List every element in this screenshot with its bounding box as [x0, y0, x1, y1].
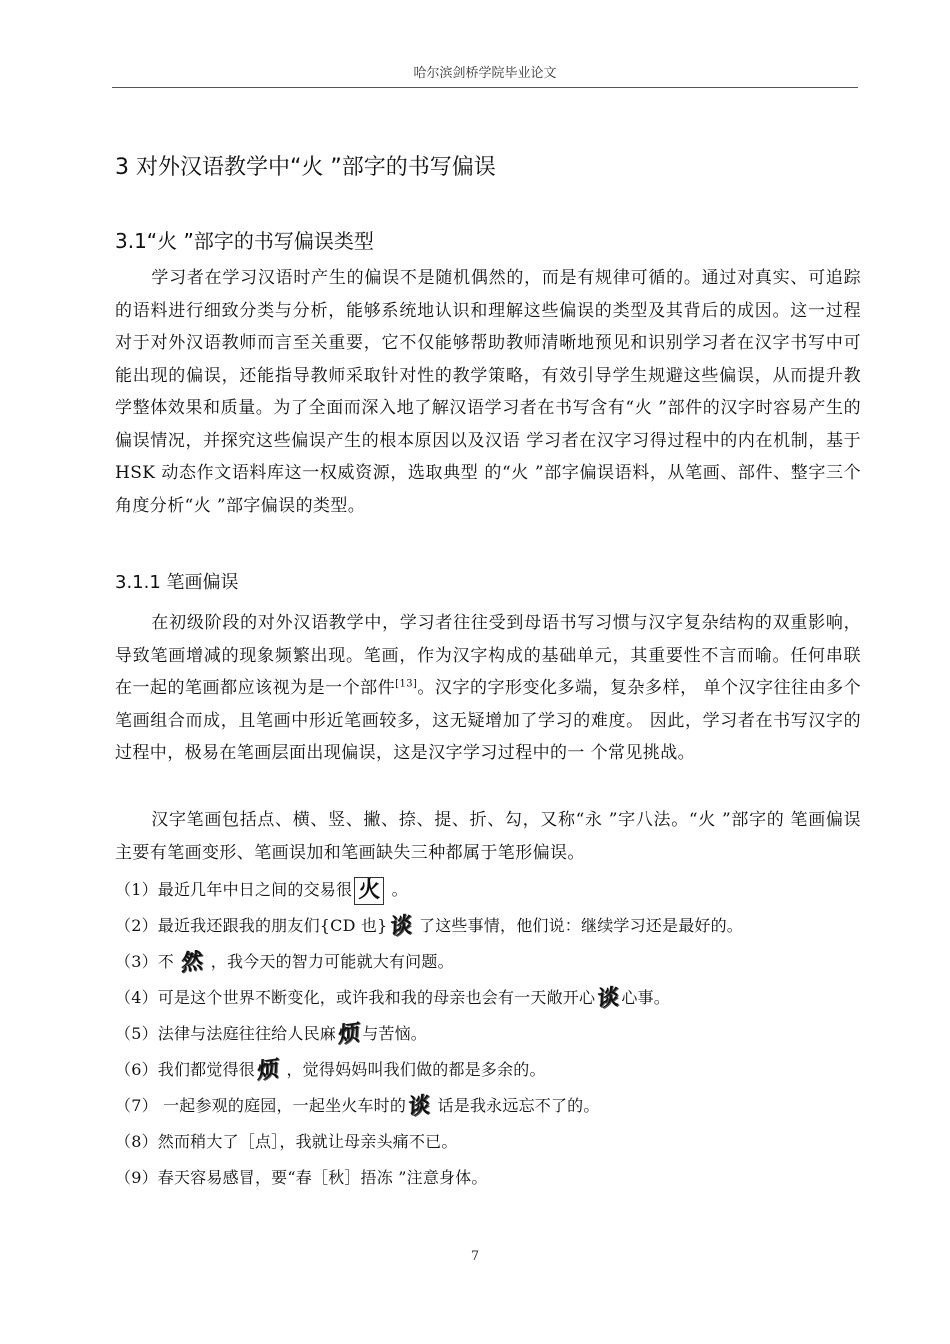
example-list — [115, 872, 861, 1196]
section-heading: 3.1“火 ”部字的书写偏误类型 — [115, 229, 374, 253]
example-text: 话是我永远忘不了的。 — [432, 1096, 600, 1115]
paragraph-3-text: 汉字笔画包括点、横、竖、撇、捺、提、折、勾，又称“永 ”字八法。“火 ”部字的 笔画偏误主要有笔画变形、笔画误加和笔画缺失三种都属于笔形偏误。 — [115, 810, 861, 863]
example-item — [115, 1124, 861, 1160]
paragraph-2-text-a: 在初级阶段的对外汉语教学中，学习者往往受到母语书写习惯与汉字复杂结构的双重影响，导致笔画增减的现象频繁出现。笔画，作为汉字构成的基础单元，其重要性不言而喻。任何串联在一起的笔画都应该视为是一个部件 — [115, 613, 861, 698]
example-text: （5）法律与法庭往往给人民麻 — [115, 1024, 336, 1043]
handwritten-error-image: 谈 — [389, 911, 413, 941]
paragraph-2 — [115, 607, 861, 770]
example-text: 与苦恼。 — [362, 1024, 427, 1043]
example-text: 了这些事情，他们说：继续学习还是最好的。 — [413, 916, 743, 935]
paragraph-1-text: 学习者在学习汉语时产生的偏误不是随机偶然的，而是有规律可循的。通过对真实、可追踪的语料进行细致分类与分析，能够系统地认识和理解这些偏误的类型及其背后的成因。这一过程对于对外汉语教师而言至关重要，它不仅能够帮助教师清晰地预见和识别学习者在汉字书写中可能出现的偏误，还能指导教师采取针对性的教学策略，有效引导学生规避这些偏误，从而提升教学整体效果和质量。为了全面而深入地了解汉语学习者在书写含有“火 ”部件的汉字时容易产生的偏误情况，并探究这些偏误产生的根本原因以及汉语 学习者在汉字习得过程中的内在机制，基于 HSK 动态作文语料库这一权威资源，选取典型 的“火 ”部字偏误语料，从笔画、部件、整字三个角度分析“火 ”部字偏误的类型。 — [115, 268, 861, 516]
example-text: （6）我们都觉得很 — [115, 1060, 255, 1079]
paragraph-1 — [115, 262, 861, 522]
example-item — [115, 1016, 861, 1052]
example-text: （3）不 — [115, 952, 180, 971]
handwritten-error-image: 烦 — [337, 1019, 361, 1049]
handwritten-error-image: 火 — [354, 877, 384, 905]
example-text: （7） 一起参观的庭园，一起坐火车时的 — [115, 1096, 407, 1115]
example-item — [115, 1052, 861, 1088]
page-number: 7 — [470, 1249, 480, 1264]
example-text: 。 — [386, 880, 408, 899]
chapter-heading: 3 对外汉语教学中“火 ”部字的书写偏误 — [115, 155, 496, 180]
example-text: （8）然而稍大了［点］，我就让母亲头痛不已。 — [115, 1132, 458, 1151]
example-item — [115, 1088, 861, 1124]
example-item — [115, 908, 861, 944]
example-text: ，觉得妈妈叫我们做的都是多余的。 — [281, 1060, 546, 1079]
example-item — [115, 872, 861, 908]
handwritten-error-image: 谈 — [596, 983, 620, 1013]
example-text: ，我今天的智力可能就大有问题。 — [205, 952, 454, 971]
handwritten-error-image: 然 — [180, 947, 204, 977]
paragraph-3 — [115, 804, 861, 870]
handwritten-error-image: 烦 — [256, 1055, 280, 1085]
example-item — [115, 980, 861, 1016]
handwritten-error-image: 谈 — [407, 1091, 431, 1121]
example-text: （4）可是这个世界不断变化，或许我和我的母亲也会有一天敞开心 — [115, 988, 596, 1007]
example-text: （9）春天容易感冒，要“春［秋］捂冻 ”注意身体。 — [115, 1168, 488, 1187]
subsection-heading: 3.1.1 笔画偏误 — [115, 572, 239, 593]
example-item — [115, 944, 861, 980]
running-head: 哈尔滨剑桥学院毕业论文 — [413, 66, 557, 81]
example-item — [115, 1160, 861, 1196]
paragraph-2-text-b: 。汉字的字形变化多端，复杂多样， 单个汉字往往由多个笔画组合而成，且笔画中形近笔画较多，这无疑增加了学习的难度。 因此，学习者在书写汉字的过程中，极易在笔画层面出现偏误，这是汉字学习过程中的一 个常见挑战。 — [115, 678, 861, 763]
example-text: （1）最近几年中日之间的交易很 — [115, 880, 353, 899]
example-text: （2）最近我还跟我的朋友们{CD 也} — [115, 916, 388, 935]
header-rule — [112, 87, 858, 88]
citation-13: [13] — [395, 678, 418, 690]
example-text: 心事。 — [621, 988, 670, 1007]
